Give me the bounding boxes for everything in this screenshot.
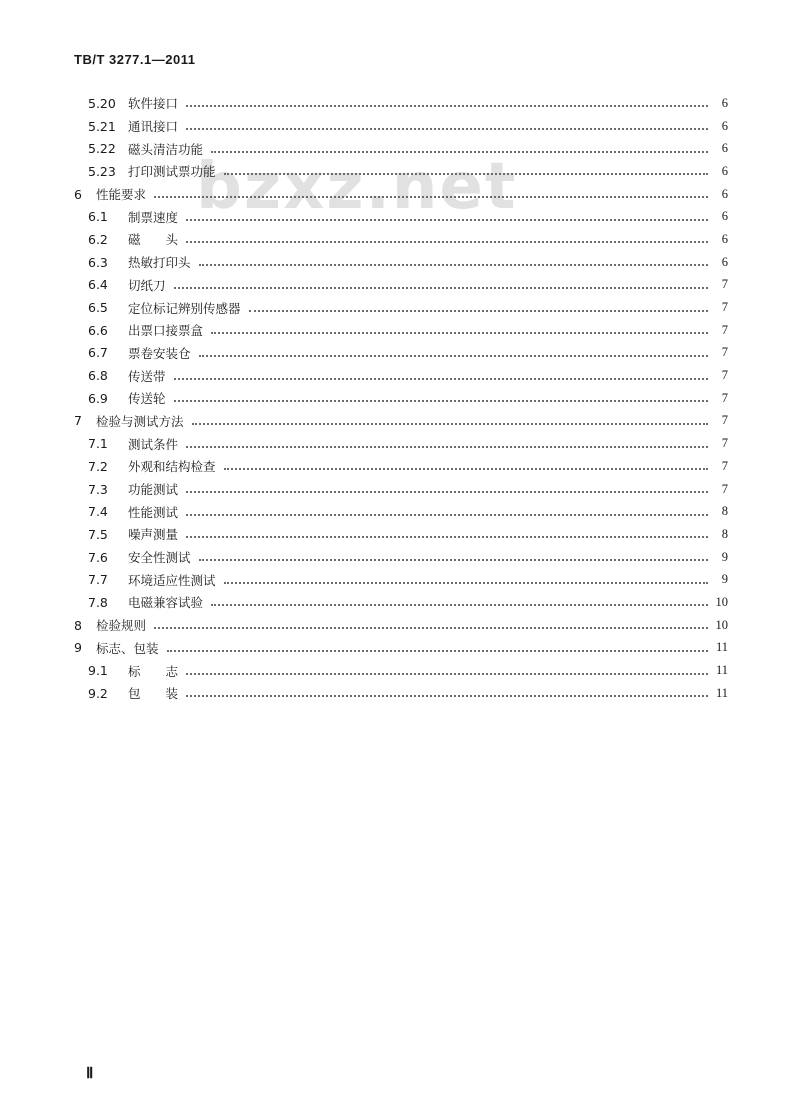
- dot-leader: [186, 514, 708, 516]
- toc-entry[interactable]: [74, 637, 728, 660]
- toc-entry[interactable]: [74, 546, 728, 569]
- toc-entry-title: 检验规则: [96, 618, 147, 634]
- toc-entry-number: 7.6: [88, 549, 108, 565]
- toc-entry-page: 11: [715, 685, 728, 700]
- toc-entry-number: 6.5: [88, 300, 108, 316]
- dot-leader: [224, 173, 708, 175]
- dot-leader: [186, 695, 708, 697]
- toc-entry-title: 磁 头: [128, 232, 179, 248]
- toc-entry-title: 标志、包装: [96, 640, 159, 656]
- toc-entry-title: 打印测试票功能: [128, 164, 216, 180]
- toc-entry[interactable]: [74, 319, 728, 342]
- toc-entry-page: 6: [721, 254, 728, 269]
- toc-entry-number: 8: [74, 617, 82, 633]
- dot-leader: [224, 582, 708, 584]
- toc-entry-title: 安全性测试: [128, 550, 191, 566]
- toc-entry[interactable]: [74, 296, 728, 319]
- toc-entry-number: 7.8: [88, 594, 108, 610]
- page-number: Ⅱ: [86, 1066, 94, 1082]
- toc-entry-title: 测试条件: [128, 436, 179, 452]
- toc-entry-number: 6.6: [88, 322, 108, 338]
- dot-leader: [186, 491, 708, 493]
- toc-entry[interactable]: [74, 364, 728, 387]
- toc-entry[interactable]: [74, 137, 728, 160]
- toc-entry-title: 检验与测试方法: [96, 413, 184, 429]
- toc-entry-number: 6.9: [88, 390, 108, 406]
- dot-leader: [186, 536, 708, 538]
- dot-leader: [192, 423, 708, 425]
- dot-leader: [154, 627, 708, 629]
- toc-entry-title: 制票速度: [128, 209, 179, 225]
- toc-entry[interactable]: [74, 183, 728, 206]
- toc-entry[interactable]: [74, 387, 728, 410]
- toc-entry-page: 8: [721, 526, 728, 541]
- toc-entry-title: 外观和结构检查: [128, 459, 216, 475]
- dot-leader: [174, 378, 708, 380]
- toc-entry-page: 6: [721, 141, 728, 156]
- toc-entry-number: 5.20: [88, 95, 116, 111]
- dot-leader: [186, 446, 708, 448]
- toc-entry-number: 7.1: [88, 436, 108, 452]
- toc-entry-page: 7: [721, 390, 728, 405]
- dot-leader: [154, 196, 708, 198]
- dot-leader: [211, 604, 708, 606]
- dot-leader: [249, 310, 708, 312]
- toc-entry-title: 出票口接票盒: [128, 323, 204, 339]
- toc-entry-page: 11: [715, 663, 728, 678]
- toc-entry-title: 环境适应性测试: [128, 572, 216, 588]
- dot-leader: [211, 151, 708, 153]
- dot-leader: [174, 287, 708, 289]
- toc-entry-page: 7: [721, 300, 728, 315]
- toc-entry-number: 5.21: [88, 118, 116, 134]
- table-of-contents: [74, 92, 728, 705]
- toc-entry[interactable]: [74, 410, 728, 433]
- toc-entry-number: 5.23: [88, 163, 116, 179]
- dot-leader: [186, 105, 708, 107]
- toc-entry[interactable]: [74, 659, 728, 682]
- toc-entry-number: 6.8: [88, 368, 108, 384]
- toc-entry-number: 6.3: [88, 254, 108, 270]
- toc-entry-title: 功能测试: [128, 482, 179, 498]
- toc-entry[interactable]: [74, 591, 728, 614]
- toc-entry-title: 通讯接口: [128, 119, 179, 135]
- toc-entry-page: 6: [721, 209, 728, 224]
- toc-entry-number: 5.22: [88, 141, 116, 157]
- toc-entry-title: 性能测试: [128, 504, 179, 520]
- toc-entry-page: 11: [715, 640, 728, 655]
- document-code-header: TB/T 3277.1—2011: [74, 52, 196, 67]
- toc-entry-title: 标 志: [128, 663, 179, 679]
- toc-entry[interactable]: [74, 205, 728, 228]
- toc-entry-title: 传送轮: [128, 391, 166, 407]
- toc-entry[interactable]: [74, 682, 728, 705]
- dot-leader: [186, 241, 708, 243]
- toc-entry-title: 定位标记辨别传感器: [128, 300, 241, 316]
- toc-entry[interactable]: [74, 251, 728, 274]
- toc-entry-page: 7: [721, 277, 728, 292]
- toc-entry-number: 6.4: [88, 277, 108, 293]
- dot-leader: [211, 332, 708, 334]
- toc-entry-page: 6: [721, 95, 728, 110]
- toc-entry-page: 7: [721, 436, 728, 451]
- toc-entry-page: 10: [715, 617, 728, 632]
- toc-entry-number: 9.2: [88, 685, 108, 701]
- toc-entry-page: 7: [721, 458, 728, 473]
- toc-entry-number: 6.2: [88, 231, 108, 247]
- toc-entry[interactable]: [74, 500, 728, 523]
- toc-entry-number: 6.7: [88, 345, 108, 361]
- dot-leader: [224, 468, 708, 470]
- toc-entry[interactable]: [74, 228, 728, 251]
- toc-entry-number: 9: [74, 640, 82, 656]
- dot-leader: [199, 355, 708, 357]
- toc-entry-page: 7: [721, 481, 728, 496]
- toc-entry-title: 噪声测量: [128, 527, 179, 543]
- toc-entry-page: 9: [721, 549, 728, 564]
- toc-entry[interactable]: [74, 342, 728, 365]
- toc-entry-page: 7: [721, 368, 728, 383]
- toc-entry-page: 7: [721, 345, 728, 360]
- toc-entry-page: 6: [721, 186, 728, 201]
- dot-leader: [199, 264, 708, 266]
- toc-entry[interactable]: [74, 568, 728, 591]
- toc-entry-title: 热敏打印头: [128, 255, 191, 271]
- toc-entry-title: 切纸刀: [128, 277, 166, 293]
- toc-entry-number: 7.5: [88, 526, 108, 542]
- dot-leader: [199, 559, 708, 561]
- dot-leader: [186, 673, 708, 675]
- toc-entry[interactable]: [74, 160, 728, 183]
- toc-entry-number: 7.4: [88, 504, 108, 520]
- toc-entry-number: 7.3: [88, 481, 108, 497]
- dot-leader: [167, 650, 708, 652]
- toc-entry-number: 6.1: [88, 209, 108, 225]
- toc-entry-page: 6: [721, 163, 728, 178]
- toc-entry-page: 6: [721, 118, 728, 133]
- toc-entry-number: 7: [74, 413, 82, 429]
- dot-leader: [174, 400, 708, 402]
- toc-entry-title: 软件接口: [128, 96, 179, 112]
- dot-leader: [186, 128, 708, 130]
- toc-entry[interactable]: [74, 478, 728, 501]
- toc-entry[interactable]: [74, 274, 728, 297]
- toc-entry[interactable]: [74, 523, 728, 546]
- toc-entry-title: 票卷安装仓: [128, 345, 191, 361]
- toc-entry[interactable]: [74, 92, 728, 115]
- toc-entry-page: 8: [721, 504, 728, 519]
- toc-entry-page: 9: [721, 572, 728, 587]
- toc-entry-title: 传送带: [128, 368, 166, 384]
- toc-entry-number: 7.7: [88, 572, 108, 588]
- watermark: bzxz.net: [196, 150, 518, 224]
- toc-entry-number: 9.1: [88, 663, 108, 679]
- toc-entry-page: 10: [715, 594, 728, 609]
- toc-entry[interactable]: [74, 115, 728, 138]
- toc-entry-title: 电磁兼容试验: [128, 595, 204, 611]
- toc-entry-page: 7: [721, 413, 728, 428]
- toc-entry-number: 6: [74, 186, 82, 202]
- toc-entry-title: 磁头清洁功能: [128, 141, 204, 157]
- toc-entry-number: 7.2: [88, 458, 108, 474]
- dot-leader: [186, 219, 708, 221]
- toc-entry-title: 包 装: [128, 686, 179, 702]
- toc-entry[interactable]: [74, 455, 728, 478]
- toc-entry[interactable]: [74, 614, 728, 637]
- toc-entry-page: 7: [721, 322, 728, 337]
- toc-entry[interactable]: [74, 432, 728, 455]
- toc-entry-title: 性能要求: [96, 187, 147, 203]
- toc-entry-page: 6: [721, 231, 728, 246]
